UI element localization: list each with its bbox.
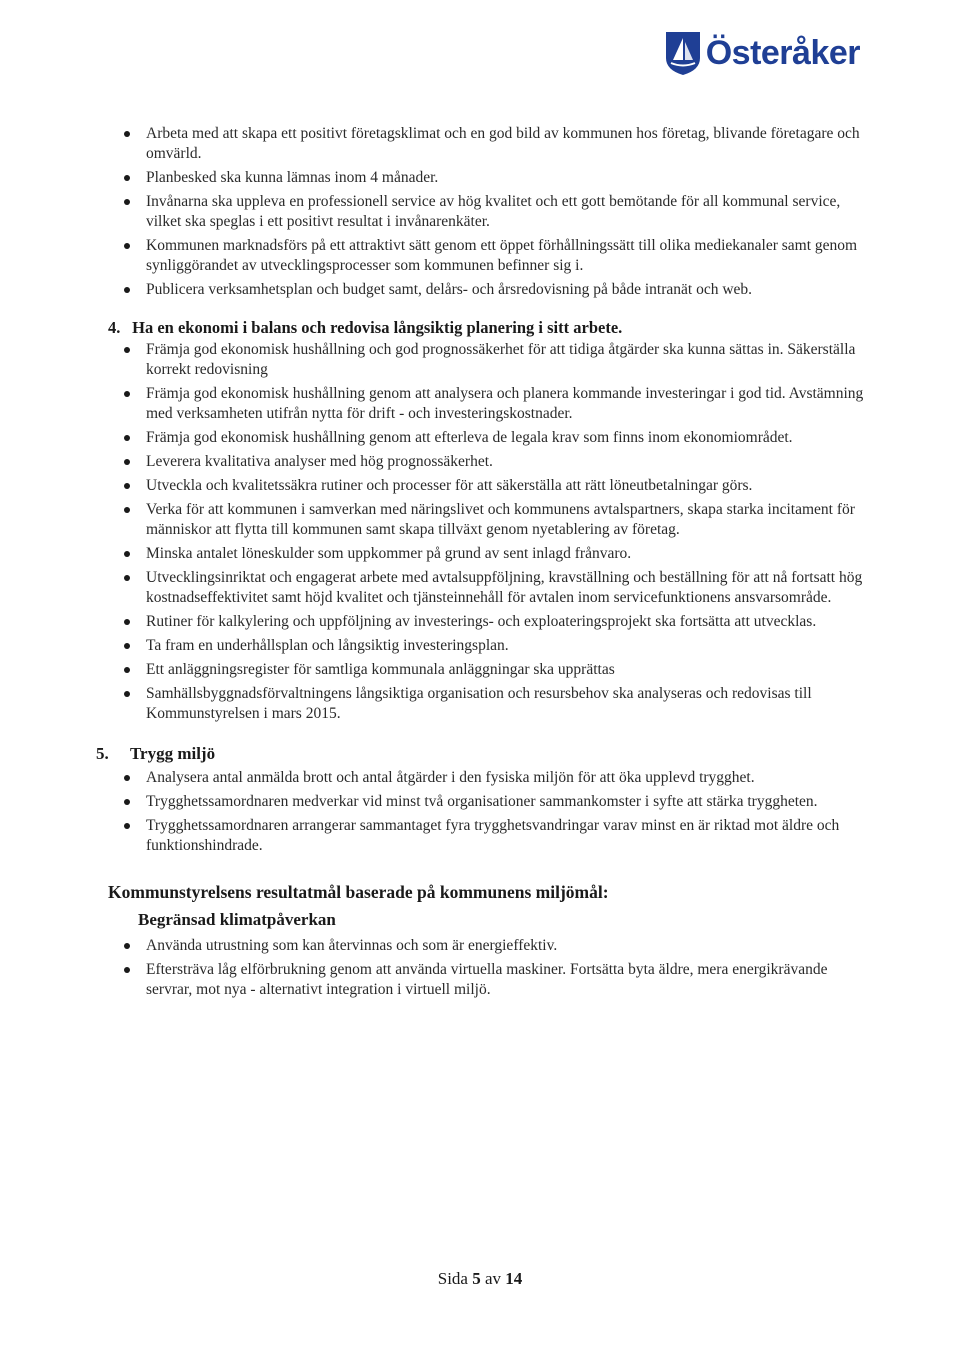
list-item: Använda utrustning som kan återvinnas och som är energieffektiv. [146,936,868,956]
goal-5-bullet-list [146,768,868,856]
goal-5-title: Trygg miljö [129,744,216,763]
list-item: Planbesked ska kunna lämnas inom 4 månader. [146,168,868,188]
list-item: Samhällsbyggnadsförvaltningens långsiktiga organisation och resursbehov ska analyseras och redovisas till Kommunstyrelsen i mars 2015. [146,684,868,724]
list-item: Verka för att kommunen i samverkan med näringslivet och kommunens avtalspartners, skapa starka incitament för människor att flytta till kommunen samt skapa tillväxt genom nyetablering av företag. [146,500,868,540]
list-item: Trygghetssamordnaren arrangerar sammantaget fyra trygghetsvandringar varav minst en är riktad mot äldre och funktionshindrade. [146,816,868,856]
list-item: Minska antalet löneskulder som uppkommer på grund av sent inlagd frånvaro. [146,544,868,564]
goal-4-bullet-list [146,340,868,724]
goal-4-number: 4. [108,318,121,337]
list-item: Utveckla och kvalitetssäkra rutiner och processer för att säkerställa att rätt löneutbetalningar görs. [146,476,868,496]
osteraker-logo [664,30,860,76]
page-separator: av [484,1269,502,1288]
page-number-footer [0,1269,960,1289]
list-item: Kommunen marknadsförs på ett attraktivt sätt genom ett öppet förhållningssätt till olika mediekanaler samt genom synliggörandet av utvecklingsprocesser som kommunen befinner sig i. [146,236,868,276]
list-item: Publicera verksamhetsplan och budget samt, delårs- och årsredovisning på både intranät och web. [146,280,868,300]
goal-5-number: 5. [96,744,109,763]
document-body [96,124,868,1004]
list-item: Arbeta med att skapa ett positivt företagsklimat och en god bild av kommunen hos företag, blivande företagare och omvärld. [146,124,868,164]
page-label: Sida [437,1269,468,1288]
total-pages: 14 [505,1269,523,1288]
list-item: Invånarna ska uppleva en professionell service av hög kvalitet och ett gott bemötande för all kommunal service, vilket ska speglas i ett positivt resultat i invånarenkäter. [146,192,868,232]
list-item: Utvecklingsinriktat och engagerat arbete med avtalsuppföljning, kravställning och beställning för att nå fortsatt hög kostnadseffektivitet samt höjd kvalitet och tjänsteinnehåll för avtalen inom servicefunktionens ansvarsområde. [146,568,868,608]
logo-text: Österåker [705,33,860,72]
list-item: Trygghetssamordnaren medverkar vid minst två organisationer sammankomster i syfte att stärka tryggheten. [146,792,868,812]
current-page: 5 [472,1269,481,1288]
list-item: Leverera kvalitativa analyser med hög prognossäkerhet. [146,452,868,472]
climate-impact-subheading: Begränsad klimatpåverkan [138,910,336,929]
list-item: Främja god ekonomisk hushållning och god prognossäkerhet för att tidiga åtgärder ska kunna sättas in. Säkerställa korrekt redovisning [146,340,868,380]
list-item: Rutiner för kalkylering och uppföljning av investerings- och exploateringsprojekt ska fortsätta att utvecklas. [146,612,868,632]
intro-bullet-list [146,124,868,300]
list-item: Eftersträva låg elförbrukning genom att använda virtuella maskiner. Fortsätta byta äldre, mera energikrävande servrar, mot nya - alternativt integration i virtuell miljö. [146,960,868,1000]
list-item: Ett anläggningsregister för samtliga kommunala anläggningar ska upprättas [146,660,868,680]
list-item: Främja god ekonomisk hushållning genom att analysera och planera kommande investeringar i god tid. Avstämning med verksamheten utifrån nytta för drift - och investeringskostnader. [146,384,868,424]
environment-bullet-list [146,936,868,1000]
list-item: Analysera antal anmälda brott och antal åtgärder i den fysiska miljön för att öka upplevd trygghet. [146,768,868,788]
goal-5-heading [96,744,868,764]
goal-4-title: Ha en ekonomi i balans och redovisa långsiktig planering i sitt arbete. [132,318,623,337]
environment-goals-heading: Kommunstyrelsens resultatmål baserade på kommunens miljömål: [108,882,609,902]
list-item: Ta fram en underhållsplan och långsiktig investeringsplan. [146,636,868,656]
municipal-shield-icon [664,30,702,76]
goal-4-heading [108,318,868,338]
list-item: Främja god ekonomisk hushållning genom att efterleva de legala krav som finns inom ekonomiområdet. [146,428,868,448]
